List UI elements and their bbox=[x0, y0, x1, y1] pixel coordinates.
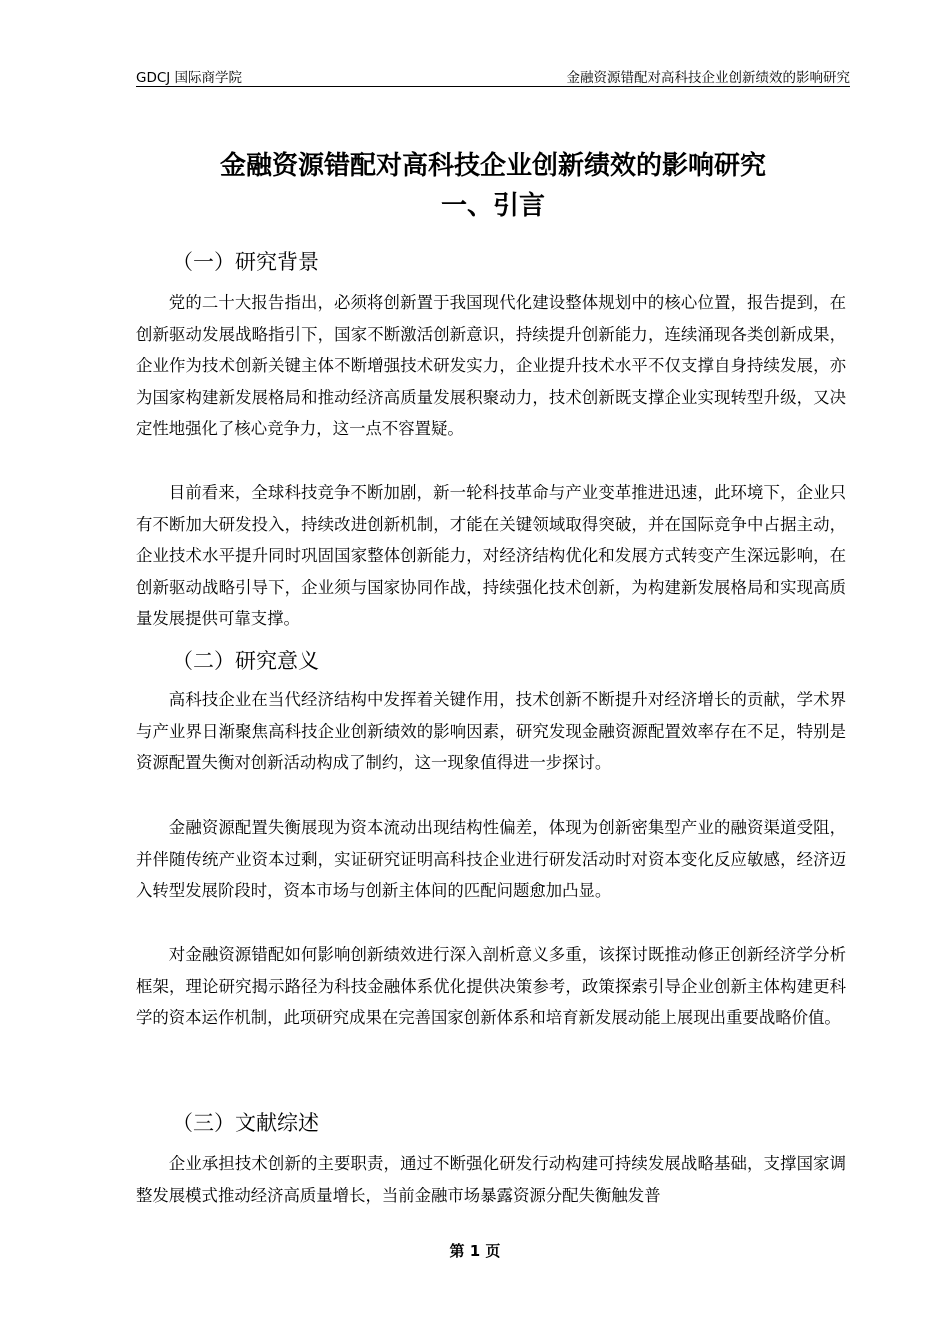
header-rule bbox=[136, 86, 850, 87]
running-header bbox=[136, 66, 850, 88]
header-institution: GDCJ 国际商学院 bbox=[136, 70, 243, 86]
paper-title: 金融资源错配对高科技企业创新绩效的影响研究 bbox=[219, 151, 766, 181]
section-heading-literature-review: （三）文献综述 bbox=[172, 1111, 319, 1135]
paragraph: 目前看来，全球科技竞争不断加剧，新一轮科技革命与产业变革推进迅速，此环境下，企业只有不断加大研发投入，持续改进创新机制，才能在关键领域取得突破，并在国际竞争中占据主动，企业技术水平提升同时巩固国家整体创新能力，对经济结构优化和发展方式转变产生深远影响，在创新驱动战略引导下，企业须与国家协同作战，持续强化技术创新，为构建新发展格局和实现高质量发展提供可靠支撑。 bbox=[136, 483, 846, 628]
section-heading-background: （一）研究背景 bbox=[172, 250, 319, 274]
paragraph: 企业承担技术创新的主要职责，通过不断强化研发行动构建可持续发展战略基础，支撑国家调整发展模式推动经济高质量增长，当前金融市场暴露资源分配失衡触发普 bbox=[136, 1154, 846, 1205]
paragraph: 高科技企业在当代经济结构中发挥着关键作用，技术创新不断提升对经济增长的贡献，学术界与产业界日渐聚焦高科技企业创新绩效的影响因素，研究发现金融资源配置效率存在不足，特别是资源配置失衡对创新活动构成了制约，这一现象值得进一步探讨。 bbox=[136, 690, 846, 772]
page-number: 第 1 页 bbox=[449, 1242, 501, 1260]
paragraph: 党的二十大报告指出，必须将创新置于我国现代化建设整体规划中的核心位置，报告提到，在创新驱动发展战略指引下，国家不断激活创新意识，持续提升创新能力，连续涌现各类创新成果，企业作为技术创新关键主体不断增强技术研发实力，企业提升技术水平不仅支撑自身持续发展，亦为国家构建新发展格局和推动经济高质量发展积聚动力，技术创新既支撑企业实现转型升级，又决定性地强化了核心竞争力，这一点不容置疑。 bbox=[136, 293, 846, 438]
chapter-heading: 一、引言 bbox=[440, 191, 545, 221]
header-paper-title: 金融资源错配对高科技企业创新绩效的影响研究 bbox=[566, 70, 850, 86]
section-heading-significance: （二）研究意义 bbox=[172, 649, 319, 673]
paragraph: 对金融资源错配如何影响创新绩效进行深入剖析意义多重，该探讨既推动修正创新经济学分析框架，理论研究揭示路径为科技金融体系优化提供决策参考，政策探索引导企业创新主体构建更科学的资本运作机制，此项研究成果在完善国家创新体系和培育新发展动能上展现出重要战略价值。 bbox=[136, 945, 846, 1027]
paragraph: 金融资源配置失衡展现为资本流动出现结构性偏差，体现为创新密集型产业的融资渠道受阻，并伴随传统产业资本过剩，实证研究证明高科技企业进行研发活动时对资本变化反应敏感，经济迈入转型发展阶段时，资本市场与创新主体间的匹配问题愈加凸显。 bbox=[136, 818, 846, 900]
